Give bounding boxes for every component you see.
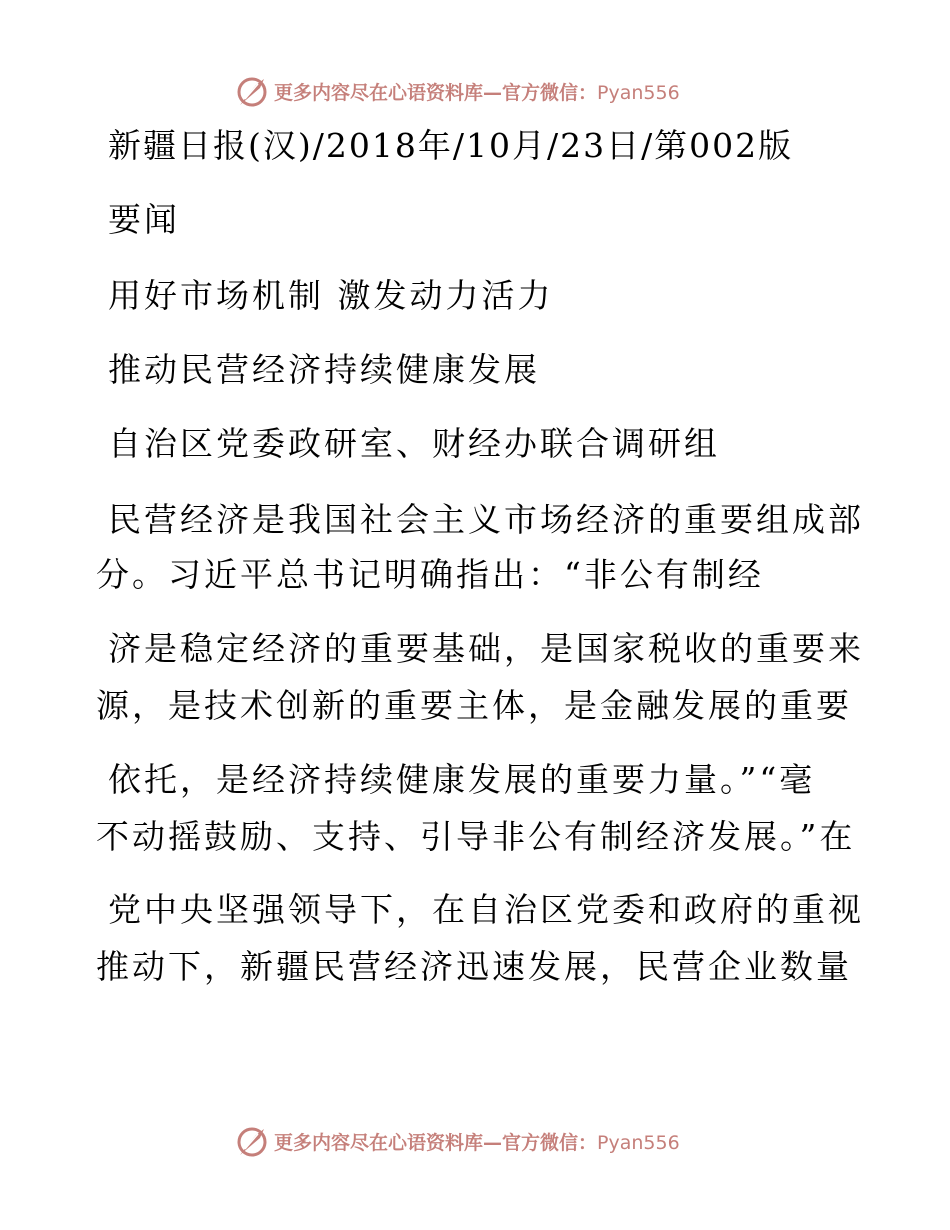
watermark-text: 更多内容尽在心语资料库—官方微信： [274, 1131, 598, 1154]
watermark-handle: Pyan556 [597, 1131, 680, 1154]
headline-line-2: 推动民营经济持续健康发展 [108, 350, 540, 389]
watermark-text: 更多内容尽在心语资料库—官方微信： [274, 81, 598, 104]
body-line-5: 依托，是经济持续健康发展的重要力量。”“毫 [108, 760, 816, 799]
quill-logo-icon [236, 1125, 268, 1157]
body-line-2: 分。习近平总书记明确指出：“非公有制经 [96, 555, 764, 594]
body-line-7: 党中央坚强领导下，在自治区党委和政府的重视 [108, 890, 864, 929]
watermark-top [236, 74, 680, 108]
source-line: 新疆日报(汉)/2018年/10月/23日/第002版 [108, 126, 794, 165]
watermark-bottom [236, 1124, 680, 1158]
author-line: 自治区党委政研室、财经办联合调研组 [108, 424, 720, 463]
body-line-8: 推动下，新疆民营经济迅速发展，民营企业数量 [96, 947, 852, 986]
watermark-handle: Pyan556 [597, 81, 680, 104]
quill-logo-icon [236, 75, 268, 107]
body-line-4: 源，是技术创新的重要主体，是金融发展的重要 [96, 686, 852, 725]
headline-line-1: 用好市场机制 激发动力活力 [108, 276, 554, 315]
body-line-3: 济是稳定经济的重要基础，是国家税收的重要来 [108, 629, 864, 668]
body-line-6: 不动摇鼓励、支持、引导非公有制经济发展。”在 [96, 817, 856, 856]
body-line-1: 民营经济是我国社会主义市场经济的重要组成部 [108, 500, 864, 539]
section-label: 要闻 [108, 200, 180, 239]
